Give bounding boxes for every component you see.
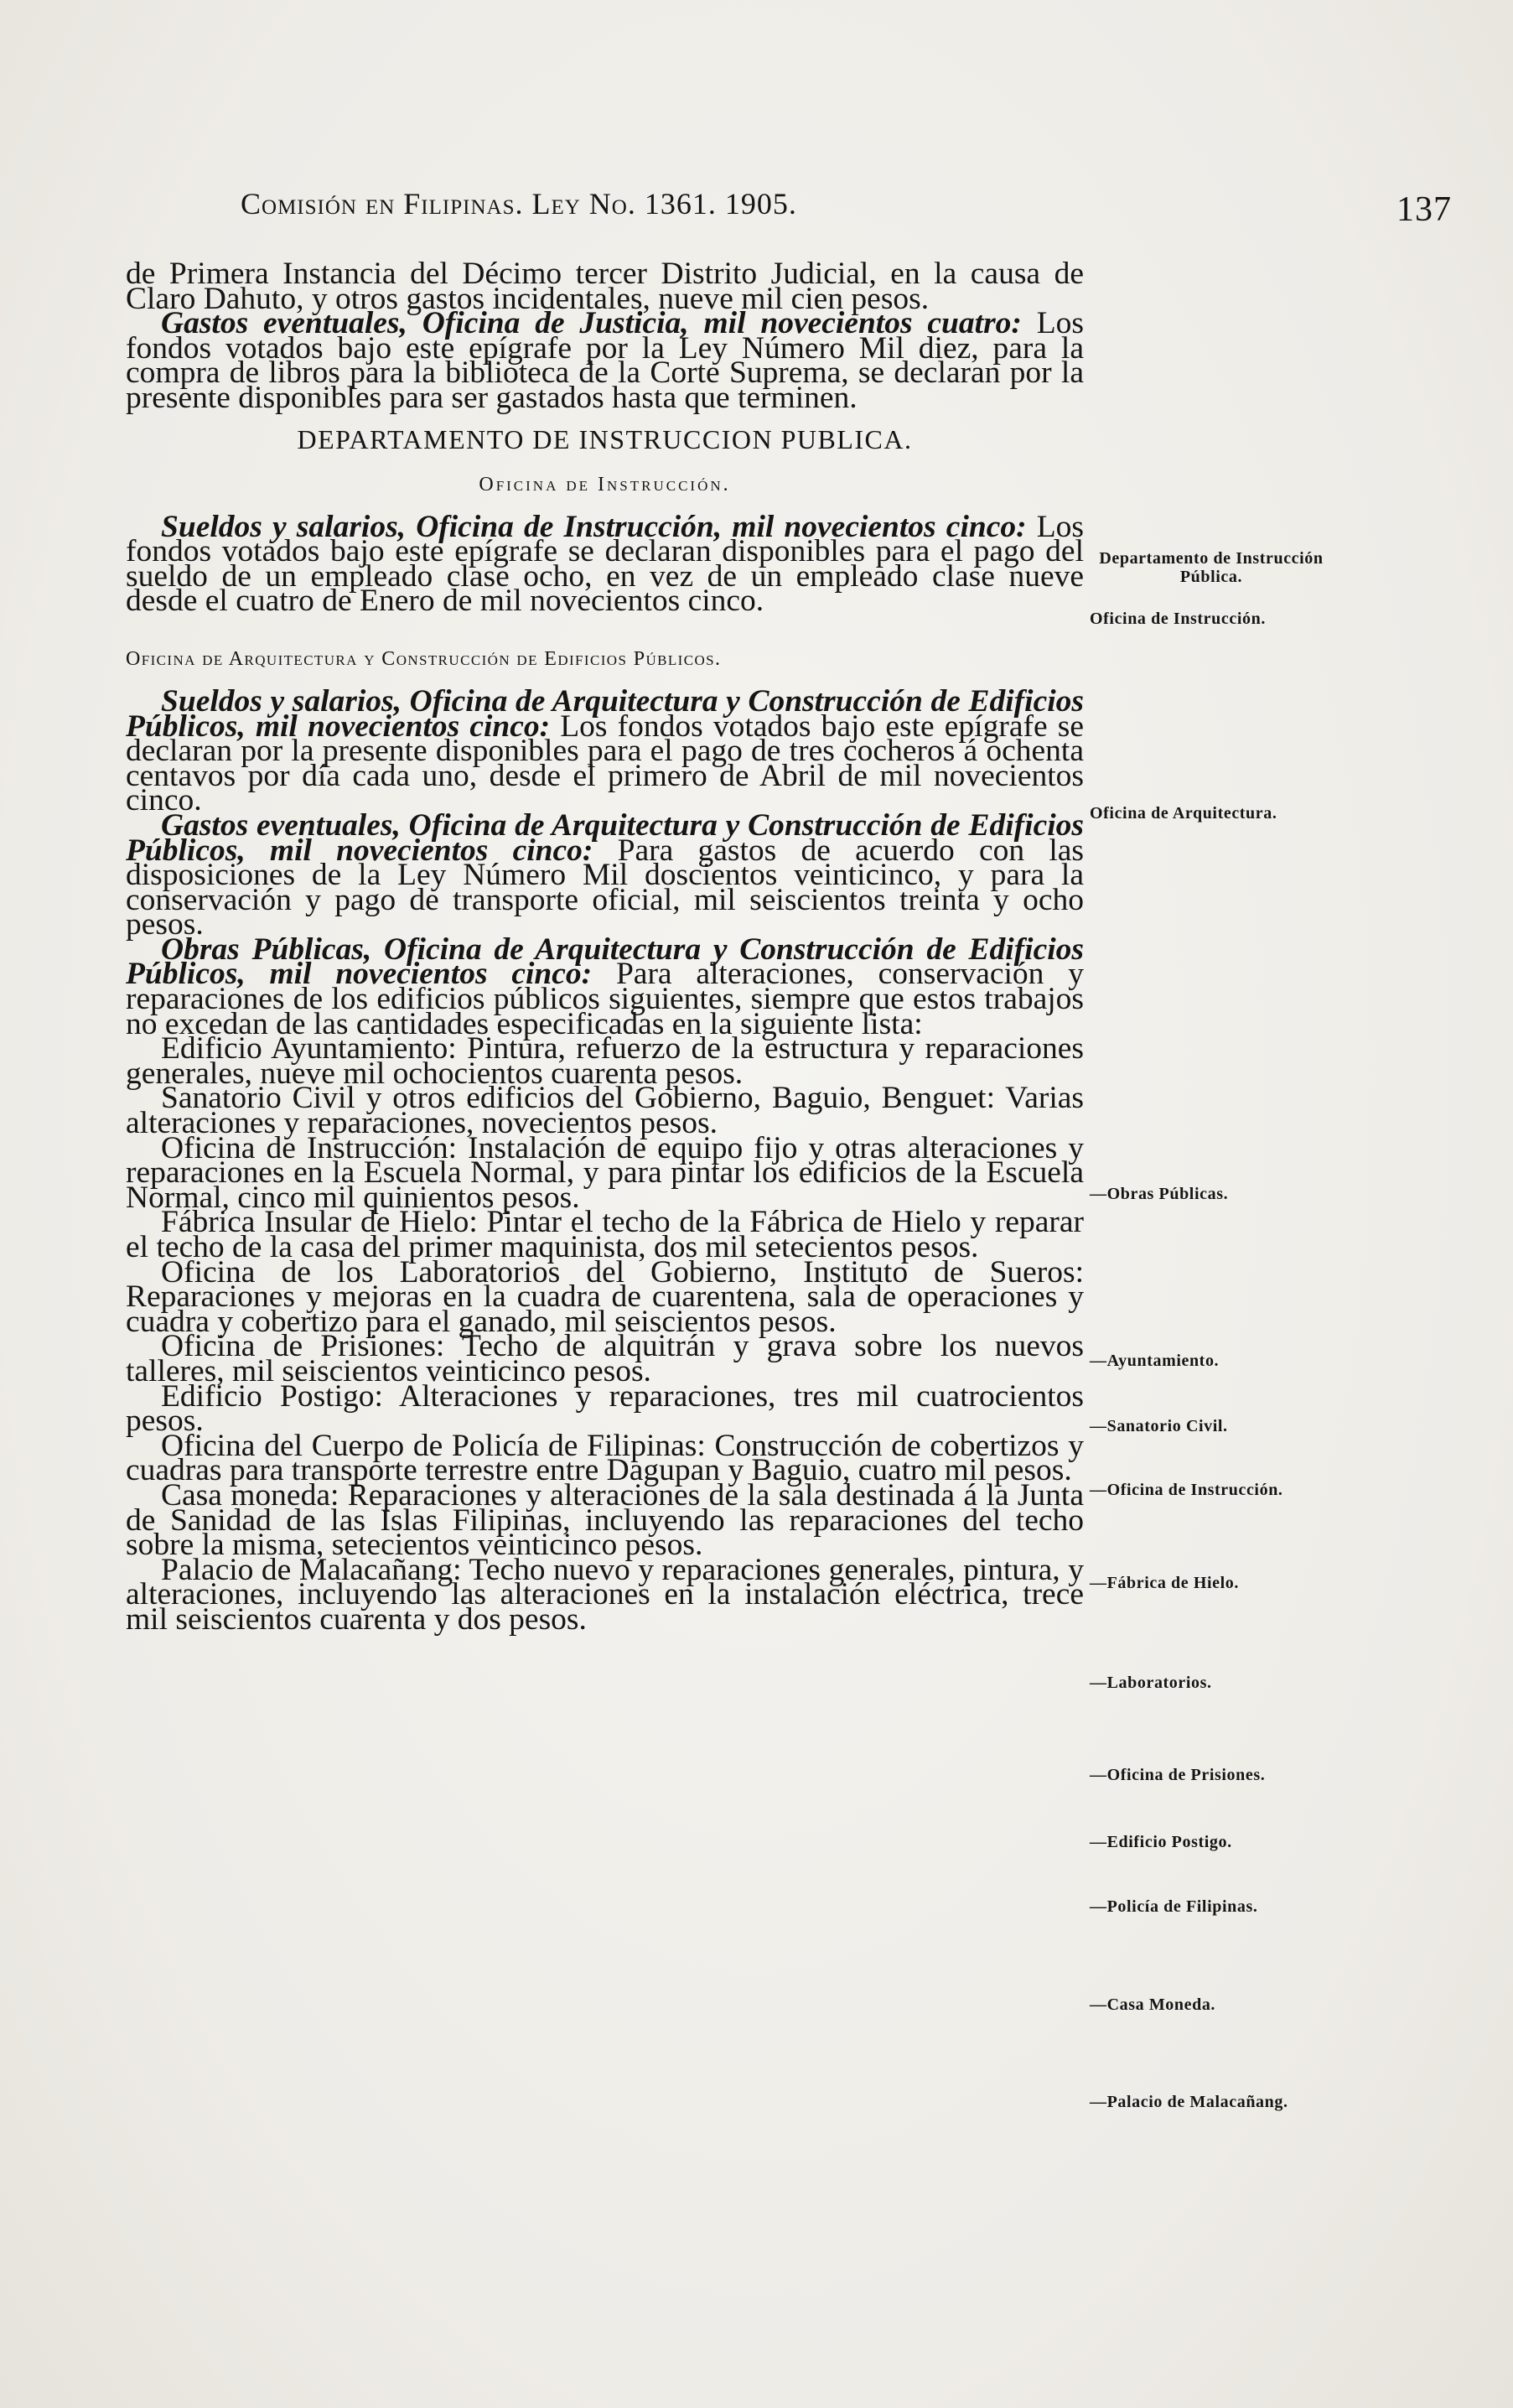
paragraph-heading: Gastos eventuales, Oficina de Justicia, mil novecientos cuatro: bbox=[161, 306, 1022, 341]
paragraph-text: Los fondos votados bajo este epígrafe por la Ley Número Mil diez, para la compra de libros para la biblioteca de la Corte Suprema, se declaran por la presente disponibles para ser gastados hasta que terminen. bbox=[126, 306, 1084, 415]
margin-note: —Fábrica de Hielo. bbox=[1090, 1574, 1239, 1592]
margin-note: —Laboratorios. bbox=[1090, 1674, 1212, 1692]
paragraph-heading: Sueldos y salarios, Oficina de Instrucción, mil novecientos cinco: bbox=[161, 509, 1027, 544]
list-item: Oficina de los Laboratorios del Gobierno, Instituto de Sueros: Reparaciones y mejoras en la cuadra de cuarentena, sala de operaciones y cuadra y cobertizo para el ganado, mil seiscientos pesos. bbox=[126, 1254, 1084, 1339]
margin-note: Oficina de Instrucción. bbox=[1090, 610, 1266, 628]
margin-note: —Palacio de Malacañang. bbox=[1090, 2093, 1288, 2111]
paragraph bbox=[126, 509, 1085, 619]
list-item: Edificio Postigo: Alteraciones y reparaciones, tres mil cuatrocientos pesos. bbox=[126, 1378, 1084, 1439]
list-item: Oficina de Instrucción: Instalación de equipo fijo y otras alteraciones y reparaciones en la Escuela Normal, y para pintar los edificios de la Escuela Normal, cinco mil quinientos pesos. bbox=[126, 1130, 1084, 1215]
paragraph: de Primera Instancia del Décimo tercer Distrito Judicial, en la causa de Claro Dahuto, y otros gastos incidentales, nueve mil cien pesos. bbox=[126, 257, 1084, 316]
margin-note: —Obras Públicas. bbox=[1090, 1185, 1229, 1203]
main-text bbox=[126, 257, 1085, 1637]
margin-note: —Casa Moneda. bbox=[1090, 1995, 1216, 2014]
running-title: Comisión en Filipinas. Ley No. 1361. 1905. bbox=[241, 187, 797, 221]
subsection-heading-oficina-instruccion: Oficina de Instrucción. bbox=[479, 473, 731, 496]
section-heading-departamento: DEPARTAMENTO DE INSTRUCCION PUBLICA. bbox=[297, 423, 913, 454]
list-item: Fábrica Insular de Hielo: Pintar el techo de la Fábrica de Hielo y reparar el techo de la casa del primer maquinista, dos mil setecientos pesos. bbox=[126, 1205, 1084, 1264]
list-item: Edificio Ayuntamiento: Pintura, refuerzo de la estructura y reparaciones generales, nueve mil ochocientos cuarenta pesos. bbox=[126, 1031, 1084, 1091]
page-header bbox=[241, 186, 1452, 236]
list-item: Palacio de Malacañang: Techo nuevo y reparaciones generales, pintura, y alteraciones, incluyendo las alteraciones en la instalación eléctrica, trece mil seiscientos cuarenta y dos pesos. bbox=[126, 1552, 1084, 1637]
paragraph bbox=[126, 306, 1084, 415]
subsection-heading-oficina-arquitectura: Oficina de Arquitectura y Construcción de Edificios Públicos. bbox=[126, 647, 722, 670]
paragraph-text: Para alteraciones, conservación y reparaciones de los edificios públicos siguientes, siempre que estos trabajos no excedan de las cantidades especificadas en la siguiente lista: bbox=[126, 957, 1084, 1041]
paragraph bbox=[126, 683, 1084, 818]
list-item: Casa moneda: Reparaciones y alteraciones de la sala destinada á la Junta de Sanidad de las Islas Filipinas, incluyendo las reparaciones del techo sobre la misma, setecientos veinticinco pesos. bbox=[126, 1477, 1084, 1563]
paragraph bbox=[126, 807, 1084, 942]
page-number: 137 bbox=[1396, 190, 1452, 229]
paragraph-text: Los fondos votados bajo este epígrafe se declaran por la presente disponibles para el pago de tres cocheros á ochenta centavos por día cada uno, desde el primero de Abril de mil novecientos cinco. bbox=[126, 708, 1084, 818]
margin-note: —Oficina de Prisiones. bbox=[1090, 1766, 1266, 1784]
list-item: Oficina de Prisiones: Techo de alquitrán y grava sobre los nuevos talleres, mil seiscientos veinticinco pesos. bbox=[126, 1329, 1084, 1388]
paragraph-heading: Sueldos y salarios, Oficina de Arquitectura y Construcción de Edificios Públicos, mil novecientos cinco: bbox=[126, 683, 1084, 744]
margin-note: Oficina de Arquitectura. bbox=[1090, 804, 1277, 823]
margin-note: —Oficina de Instrucción. bbox=[1090, 1481, 1283, 1499]
list-item: Sanatorio Civil y otros edificios del Gobierno, Baguio, Benguet: Varias alteraciones y reparaciones, novecientos pesos. bbox=[126, 1081, 1084, 1141]
margin-note: —Sanatorio Civil. bbox=[1090, 1417, 1228, 1435]
paragraph-heading: Gastos eventuales, Oficina de Arquitectura y Construcción de Edificios Públicos, mil novecientos cinco: bbox=[126, 807, 1084, 868]
margin-note: Departamento de Instrucción Pública. bbox=[1099, 549, 1324, 586]
paragraph bbox=[126, 932, 1084, 1041]
list-item: Oficina del Cuerpo de Policía de Filipinas: Construcción de cobertizos y cuadras para transporte terrestre entre Dagupan y Baguio, cuatro mil pesos. bbox=[126, 1428, 1084, 1488]
margin-note: —Policía de Filipinas. bbox=[1090, 1897, 1258, 1916]
paragraph-heading: Obras Públicas, Oficina de Arquitectura y Construcción de Edificios Públicos, mil novecientos cinco: bbox=[126, 932, 1084, 992]
margin-note: —Ayuntamiento. bbox=[1090, 1352, 1220, 1370]
margin-note: —Edificio Postigo. bbox=[1090, 1833, 1232, 1851]
paragraph-text: Para gastos de acuerdo con las disposiciones de la Ley Número Mil doscientos veinticinco, y para la conservación y pago de transporte oficial, mil seiscientos treinta y ocho pesos. bbox=[126, 833, 1084, 942]
paragraph-text: Los fondos votados bajo este epígrafe se declaran disponibles para el pago del sueldo de un empleado clase ocho, en vez de un empleado clase nueve desde el cuatro de Enero de mil novecientos cinco. bbox=[126, 509, 1085, 619]
